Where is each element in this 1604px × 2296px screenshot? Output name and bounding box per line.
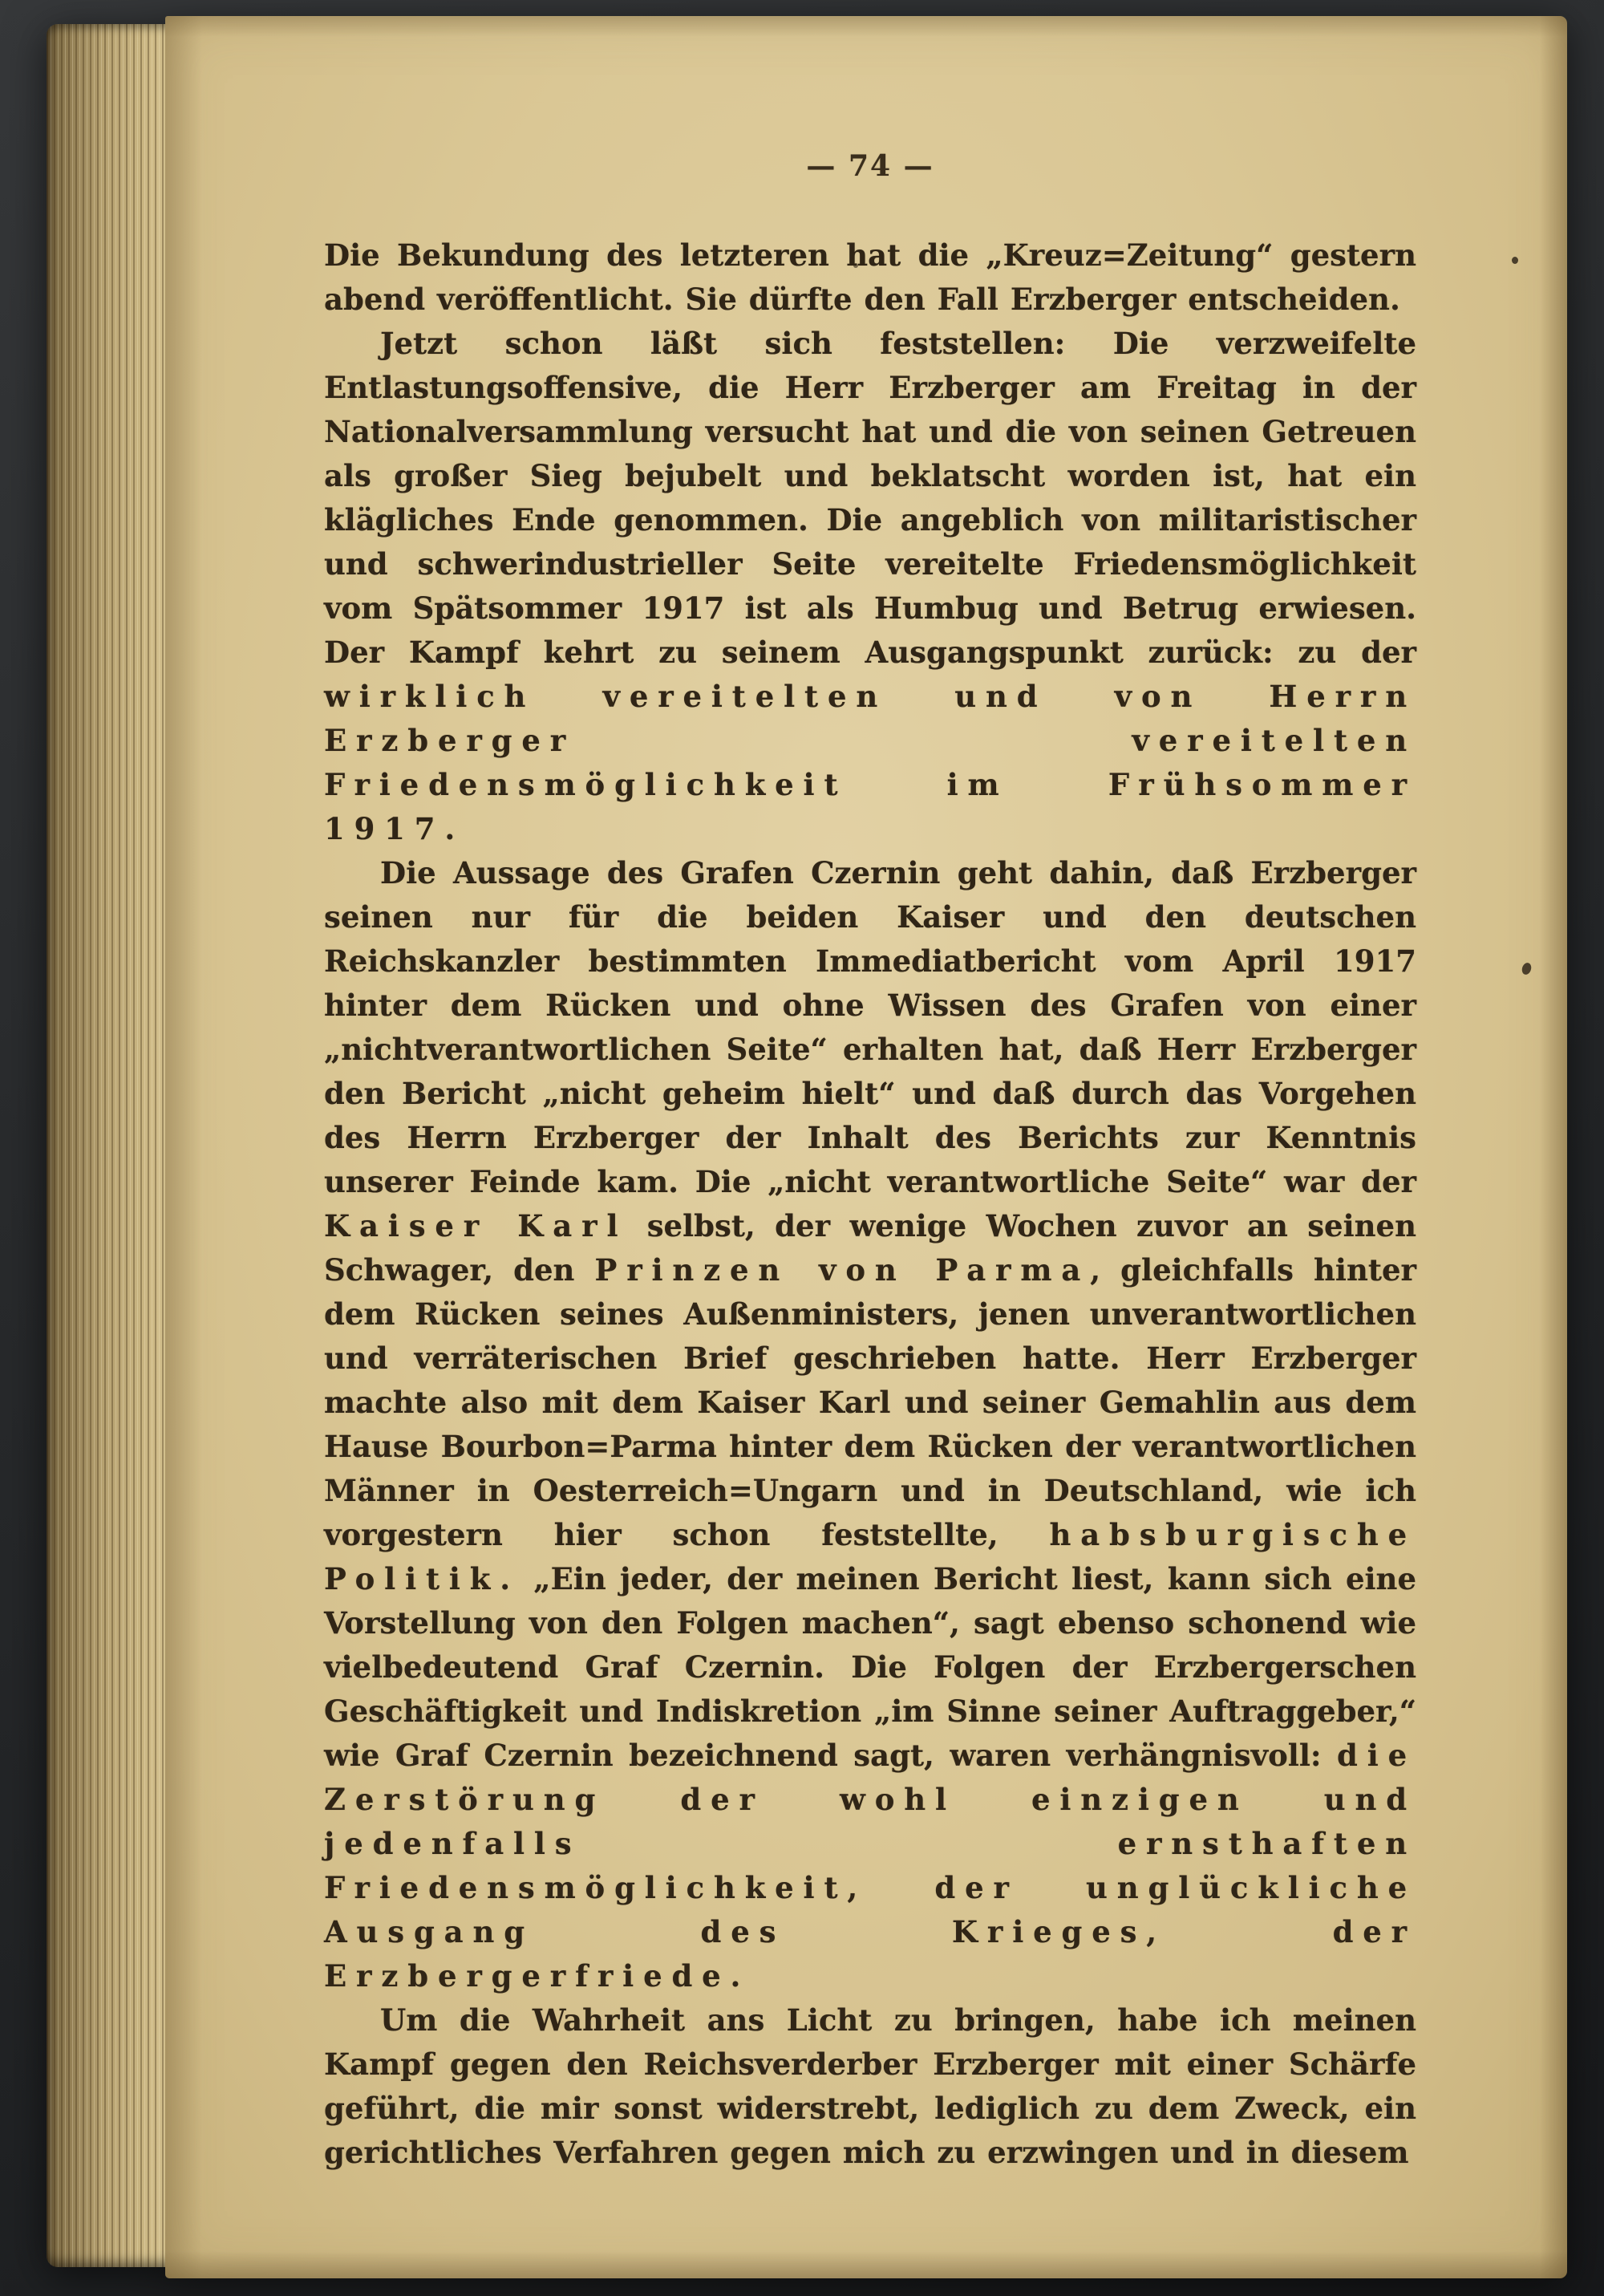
paragraph bbox=[324, 322, 1416, 851]
emphasized-text: Prinzen von Parma bbox=[594, 1252, 1091, 1288]
body-text: , gleichfalls hinter dem Rücken seines Außenministers, jenen unverantwortlichen und verräterischen Brief geschrieben hatte. Herr Erzberger machte also mit dem Kaiser Karl und seiner Gemahlin aus dem Hause Bourbon=Parma hinter dem Rücken der verantwortlichen Männer in Oesterreich=Ungarn und in Deutschland, wie ich vorgestern hier schon feststellte, bbox=[324, 1252, 1416, 1552]
book-page bbox=[165, 16, 1567, 2278]
body-text: Die Bekundung des letzteren hat die „Kreuz=Zeitung“ gestern abend veröffentlicht. Sie dürfte den Fall Erzberger entscheiden. bbox=[324, 237, 1416, 317]
page-edge-stack bbox=[47, 24, 175, 2267]
scanned-book bbox=[47, 16, 1567, 2278]
paragraph bbox=[324, 1998, 1416, 2175]
emphasized-text: habsburgische Politik. bbox=[324, 1517, 1416, 1596]
emphasized-text: wirklich vereitelten und von Herrn Erzberger vereitelten Friedensmöglichkeit im Frühsommer 1917. bbox=[324, 679, 1416, 846]
emphasized-text: die Zerstörung der wohl einzigen und jedenfalls ernsthaften Friedensmöglichkeit, der unglückliche Ausgang des Krieges, der Erzbergerfriede. bbox=[324, 1738, 1416, 1994]
ink-speck bbox=[1512, 257, 1518, 264]
page-content bbox=[324, 148, 1416, 2254]
text-block bbox=[324, 233, 1416, 2175]
ink-speck bbox=[1521, 962, 1533, 976]
paragraph bbox=[324, 233, 1416, 322]
emphasized-text: Kaiser Karl bbox=[324, 1208, 628, 1243]
page-number-header: — 74 — bbox=[806, 149, 934, 183]
body-text: Jetzt schon läßt sich feststellen: Die verzweifelte Entlastungsoffensive, die Herr Erzberger am Freitag in der Nationalversammlung versucht hat und die von seinen Getreuen als großer Sieg bejubelt und beklatscht worden ist, hat ein klägliches Ende genommen. Die angeblich von militaristischer und schwerindustrieller Seite vereitelte Friedensmöglichkeit vom Spätsommer 1917 ist als Humbug und Betrug erwiesen. Der Kampf kehrt zu seinem Ausgangspunkt zurück: zu der bbox=[324, 326, 1416, 670]
body-text: Die Aussage des Grafen Czernin geht dahin, daß Erzberger seinen nur für die beiden Kaiser und den deutschen Reichskanzler bestimmten Immediatbericht vom April 1917 hinter dem Rücken und ohne Wissen des Grafen von einer „nichtverantwortlichen Seite“ erhalten hat, daß Herr Erzberger den Bericht „nicht geheim hielt“ und daß durch das Vorgehen des Herrn Erzberger der Inhalt des Berichts zur Kenntnis unserer Feinde kam. Die „nicht verantwortliche Seite“ war der bbox=[324, 855, 1416, 1199]
body-text: „Ein jeder, der meinen Bericht liest, kann sich eine Vorstellung von den Folgen machen“, sagt ebenso schonend wie vielbedeutend Graf Czernin. Die Folgen der Erzbergerschen Geschäftigkeit und Indiskretion „im Sinne seiner Auftraggeber,“ wie Graf Czernin bezeichnend sagt, waren verhängnisvoll: bbox=[324, 1561, 1416, 1773]
paragraph bbox=[324, 851, 1416, 1998]
body-text: Um die Wahrheit ans Licht zu bringen, habe ich meinen Kampf gegen den Reichsverderber Erzberger mit einer Schärfe geführt, die mir sonst widerstrebt, lediglich zu dem Zweck, ein gerichtliches Verfahren gegen mich zu erzwingen und in diesem bbox=[324, 2002, 1416, 2170]
body-text: selbst, der wenige Wochen zuvor an seinen Schwager, den bbox=[324, 1208, 1416, 1288]
